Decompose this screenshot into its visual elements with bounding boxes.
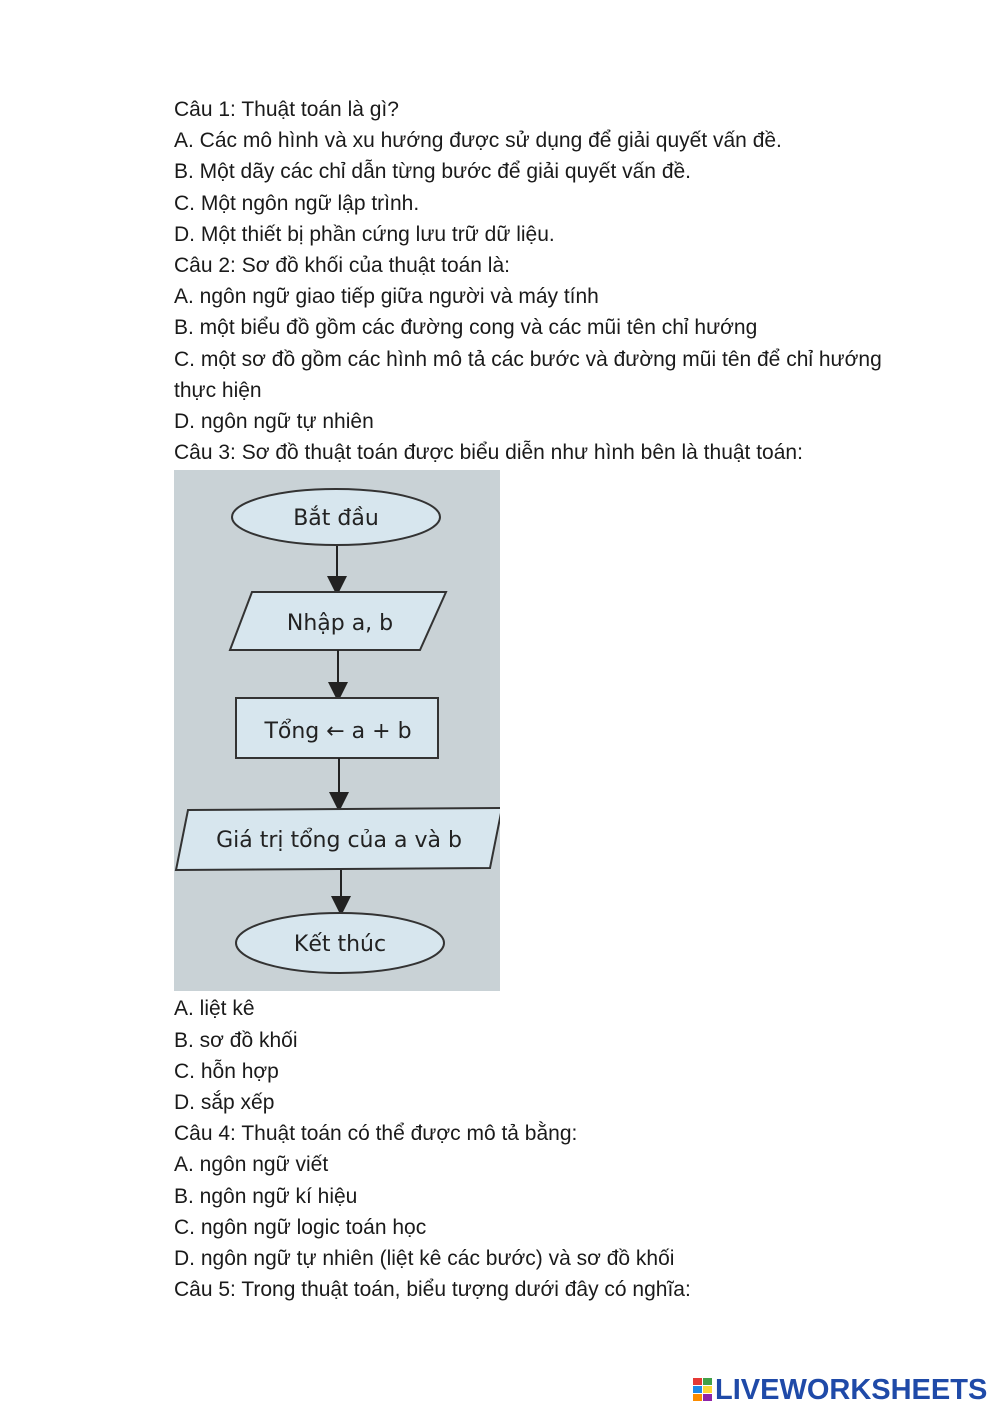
- flowchart-diagram: [174, 470, 500, 991]
- q1-option-b[interactable]: B. Một dãy các chỉ dẫn từng bước để giải quyết vấn đề.: [174, 160, 692, 184]
- flowchart-end-label: Kết thúc: [293, 932, 387, 958]
- q1-option-a[interactable]: A. Các mô hình và xu hướng được sử dụng để giải quyết vấn đề.: [174, 129, 782, 153]
- liveworksheets-logo-text: LIVEWORKSHEETS: [715, 1373, 988, 1406]
- worksheet-content: [174, 94, 894, 1305]
- q2-option-d[interactable]: D. ngôn ngữ tự nhiên: [174, 410, 374, 434]
- liveworksheets-logo-icon: [693, 1378, 713, 1402]
- liveworksheets-logo: [693, 1374, 987, 1406]
- q2-option-c[interactable]: C. một sơ đồ gồm các hình mô tả các bước và đường mũi tên để chỉ hướng thực hiện: [174, 347, 882, 402]
- flowchart-output-label: Giá trị tổng của a và b: [216, 828, 462, 854]
- q4-option-d[interactable]: D. ngôn ngữ tự nhiên (liệt kê các bước) và sơ đồ khối: [174, 1247, 675, 1271]
- q4-option-b[interactable]: B. ngôn ngữ kí hiệu: [174, 1184, 358, 1208]
- q4-option-c[interactable]: C. ngôn ngữ logic toán học: [174, 1215, 427, 1239]
- q3-option-a[interactable]: A. liệt kê: [174, 997, 255, 1021]
- q2-option-a[interactable]: A. ngôn ngữ giao tiếp giữa người và máy tính: [174, 285, 599, 309]
- question-1: Câu 1: Thuật toán là gì?: [174, 98, 399, 121]
- flowchart-start-label: Bắt đầu: [293, 506, 379, 532]
- q3-option-d[interactable]: D. sắp xếp: [174, 1091, 275, 1115]
- flowchart-process-label: Tổng ← a + b: [264, 719, 412, 745]
- flowchart-image: [174, 470, 500, 991]
- q1-option-d[interactable]: D. Một thiết bị phần cứng lưu trữ dữ liệu.: [174, 222, 555, 246]
- question-3: Câu 3: Sơ đồ thuật toán được biểu diễn như hình bên là thuật toán:: [174, 441, 803, 465]
- question-5: Câu 5: Trong thuật toán, biểu tượng dưới đây có nghĩa:: [174, 1278, 691, 1302]
- question-2: Câu 2: Sơ đồ khối của thuật toán là:: [174, 254, 510, 278]
- q1-option-c[interactable]: C. Một ngôn ngữ lập trình.: [174, 191, 420, 215]
- q3-option-b[interactable]: B. sơ đồ khối: [174, 1028, 298, 1052]
- q3-option-c[interactable]: C. hỗn hợp: [174, 1059, 279, 1083]
- question-4: Câu 4: Thuật toán có thể được mô tả bằng:: [174, 1122, 578, 1146]
- q2-option-b[interactable]: B. một biểu đồ gồm các đường cong và các mũi tên chỉ hướng: [174, 316, 758, 340]
- q4-option-a[interactable]: A. ngôn ngữ viết: [174, 1153, 329, 1177]
- flowchart-input-label: Nhập a, b: [286, 611, 394, 637]
